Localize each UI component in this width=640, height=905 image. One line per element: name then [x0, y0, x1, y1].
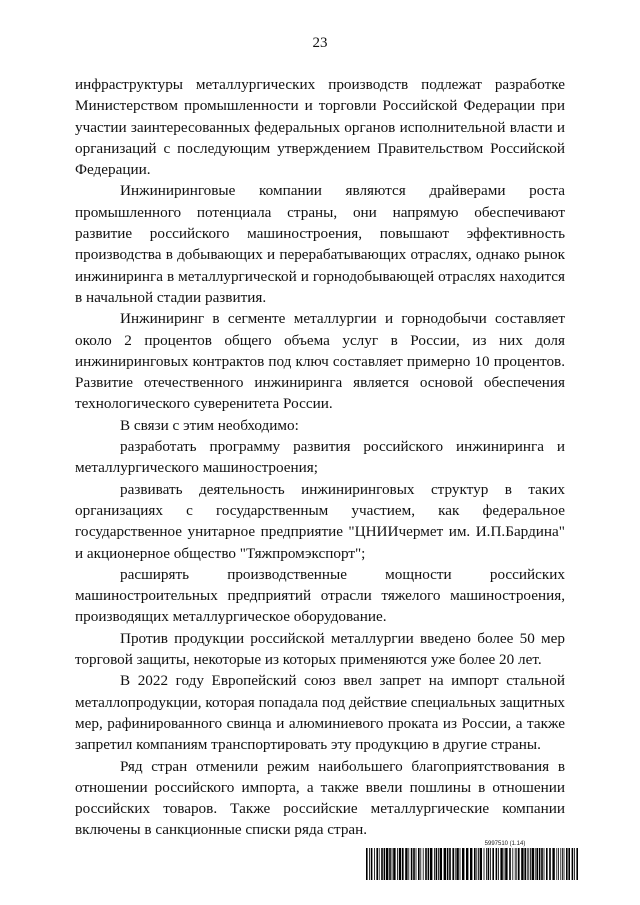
paragraph-necessary-intro: В связи с этим необходимо: [120, 416, 299, 434]
paragraph-mfn-regime: Ряд стран отменили режим наибольшего благоприятствования в отношении российского импорта, а также ввели пошлины в отношении российских товаров. Также российские металлургические компании включены в санкционные списки ряда стран. [75, 757, 565, 839]
list-item-expand-capacity: расширять производственные мощности российских машиностроительных предприятий отрасли тяжелого машиностроения, производящих металлургическое оборудование. [75, 565, 565, 626]
paragraph-eu-ban: В 2022 году Европейский союз ввел запрет на импорт стальной металлопродукции, которая попадала под действие специальных защитных мер, рафинированного свинца и алюминиевого проката из России, а также запретил компаниям транспортировать эту продукцию в другие страны. [75, 672, 565, 754]
list-item-develop-program: разработать программу развития российского инжиниринга и металлургического машиностроения; [75, 438, 565, 477]
barcode-image [366, 848, 580, 880]
paragraph-trade-protection: Против продукции российской металлургии введено более 50 мер торговой защиты, некоторые из которых применяются уже более 20 лет. [75, 629, 565, 669]
paragraph-engineering-share: Инжиниринг в сегменте металлургии и горнодобычи составляет около 2 процентов общего объема услуг в России, из них доля инжиниринговых контрактов под ключ составляет примерно 10 процентов. Развитие отечественного инжиниринга является основой обеспечения технологического суверенитета России. [75, 310, 565, 413]
document-body [75, 74, 565, 841]
page-number: 23 [312, 35, 328, 51]
list-item-develop-structures: развивать деятельность инжиниринговых структур в таких организациях с государственным участием, как федеральное государственное унитарное предприятие "ЦНИИчермет им. И.П.Бардина" и акционерное общество "Тяжпромэкспорт"; [75, 480, 565, 562]
paragraph-engineering-companies: Инжиниринговые компании являются драйверами роста промышленного потенциала страны, они напрямую обеспечивают развитие российского машиностроения, повышают эффективность производства в добывающих и перерабатывающих отраслях, однако рынок инжиниринга в металлургической и горнодобывающей отраслях находится в начальной стадии развития. [75, 182, 565, 306]
document-code: 5997510 (1.14) [484, 841, 526, 847]
paragraph-infrastructure: инфраструктуры металлургических производств подлежат разработке Министерством промышленности и торговли Российской Федерации при участии заинтересованных федеральных органов исполнительной власти и организаций с последующим утверждением Правительством Российской Федерации. [75, 76, 565, 179]
